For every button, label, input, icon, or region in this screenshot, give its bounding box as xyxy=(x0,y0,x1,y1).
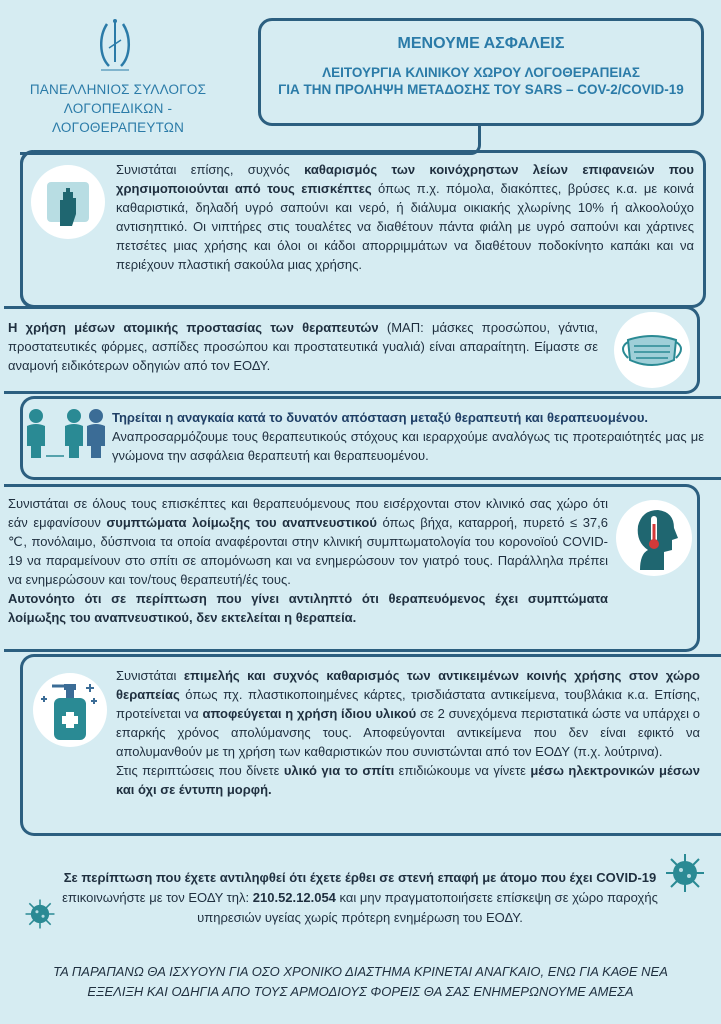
ppe-text-bold1: Η χρήση μέσων ατομικής προστασίας των θεραπευτών xyxy=(8,320,379,335)
cleaning-text-part2: όπως π.χ. πόμολα, διακόπτες, βρύσες κ.α. με κοινά καθαριστικά, δηλαδή υγρό σαπούνι και νερό, ή διάλυμα οικιακής χλωρίνης 10% ή αλκοολούχο αντισηπτικό. Οι νιπτήρες στις τουαλέτες να διαθέτουν πάντα φιάλη με υγρό σαπούνι και χάρτινες πετσέτες μιας χρήσης και όλοι οι κάδοι απορριμμάτων να διαθέτουν ποδοκίνητο καπάκι και να περιέχουν πλαστική σακούλα μιας χρήσης. xyxy=(116,181,694,272)
virus-icon xyxy=(24,898,56,930)
distance-text-bold1: Τηρείται η αναγκαία κατά το δυνατόν απόσταση μεταξύ θεραπευτή και θεραπευομένου. xyxy=(112,410,649,425)
header-title-box xyxy=(258,18,704,126)
symptoms-text-part2: όπως βήχα, καταρροή, πυρετό ≤ 37,6 ℃, πονόλαιμο, δύσπνοια τα οποία αναφέρονται στην κλινική συμπτωματολογία του κορονοϊού COVID-19 να παραμείνουν στο σπίτι σε απομόνωση και να ενημερώσουν τον γιατρό τους. Παράλληλα πρέπει να ενημερώσουν και τον/τους θεραπευτή/ές τους. xyxy=(8,515,608,587)
section-symptoms-text xyxy=(8,494,608,627)
page-subtitle-2: ΓΙΑ ΤΗΝ ΠΡΟΛΗΨΗ ΜΕΤΑΔΟΣΗΣ ΤΟΥ SARS – COV-2/COVID-19 xyxy=(278,82,684,97)
contact-phone: 210.52.12.054 xyxy=(252,890,336,905)
objects-text-part5: επιδιώκουμε να γίνετε xyxy=(394,763,531,778)
objects-text-part4: Στις περιπτώσεις που δίνετε xyxy=(116,763,284,778)
page-subtitle-1: ΛΕΙΤΟΥΡΓΙΑ ΚΛΙΝΙΚΟΥ ΧΩΡΟΥ ΛΟΓΟΘΕΡΑΠΕΙΑΣ xyxy=(322,65,640,80)
fever-thermometer-icon xyxy=(614,498,694,578)
objects-text-bold3: υλικό για το σπίτι xyxy=(283,763,395,778)
footer-line2: ΕΞΕΛΙΞΗ ΚΑΙ ΟΔΗΓΙΑ ΑΠΟ ΤΟΥΣ ΑΡΜΟΔΙΟΥΣ ΦΟΡΕΙΣ ΘΑ ΣΑΣ ΕΝΗΜΕΡΩΝΟΥΜΕ ΑΜΕΣΑ xyxy=(87,984,634,999)
section-distance-text xyxy=(112,408,704,465)
section-cleaning-text xyxy=(116,160,694,274)
section-objects-text xyxy=(116,666,700,799)
cleaning-text-bold1: καθαρισμός των κοινόχρηστων λείων επιφανειών που χρησιμοποιούνται από τους επισκέπτες xyxy=(116,162,694,196)
contact-text-bold1: Σε περίπτωση που έχετε αντιληφθεί ότι έχετε έρθει σε στενή επαφή με άτομο που έχει COVID-19 xyxy=(63,870,657,885)
contact-text-part1: επικοινωνήστε με τον ΕΟΔΥ τηλ: xyxy=(62,890,253,905)
objects-text-bold2: αποφεύγεται η χρήση ίδιου υλικού xyxy=(202,706,417,721)
organization-logo-icon xyxy=(95,18,135,74)
symptoms-text-part1: Συνιστάται σε όλους τους επισκέπτες και θεραπευόμενους που εισέρχονται στον κλινικό σας χώρο ότι εάν εμφανίσουν xyxy=(8,496,608,530)
people-distance-icon xyxy=(24,404,108,460)
organization-name-line2: ΛΟΓΟΠΕΔΙΚΩΝ - ΛΟΓΟΘΕΡΑΠΕΥΤΩΝ xyxy=(51,101,185,135)
objects-text-part1: Συνιστάται xyxy=(116,668,184,683)
objects-text-bold4: μέσω ηλεκτρονικών μέσων και όχι σε έντυπη μορφή. xyxy=(116,763,700,797)
footer-note xyxy=(40,962,681,1002)
virus-icon xyxy=(664,852,706,894)
hand-sanitizer-icon xyxy=(32,672,108,748)
objects-text-part3: σε 2 συνεχόμενα περιστατικά ώστε να υπάρχει ο επαρκής χρόνος απολύμανσης τους. Αποφεύγονται αντικείμενα που δεν είναι εφικτό να απολυμανθούν με τη χρήση των καθαριστικών που συνιστώνται από τον ΕΟΔΥ (π.χ. λούτρινα). xyxy=(116,706,700,759)
cleaning-text-part1: Συνιστάται επίσης, συχνός xyxy=(116,162,305,177)
objects-text-part2: όπως πχ. πλαστικοποιημένες κάρτες, τρισδιάστατα αντικείμενα, τουβλάκια κ.α. Επίσης, προτείνεται να xyxy=(116,687,700,721)
hand-stop-icon xyxy=(30,164,106,240)
symptoms-text-bold1: συμπτώματα λοίμωξης του αναπνευστικού xyxy=(106,515,377,530)
distance-text-part1: Αναπροσαρμόζουμε τους θεραπευτικούς στόχους και ιεραρχούμε αναλόγως τις προτεραιότητές μας με γνώμονα την ασφάλεια θεραπευτή και θεραπευομένου. xyxy=(112,429,704,463)
contact-notice xyxy=(60,868,660,928)
organization-name-line1: ΠΑΝΕΛΛΗΝΙΟΣ ΣΥΛΛΟΓΟΣ xyxy=(29,82,207,97)
face-mask-icon xyxy=(612,310,692,390)
footer-line1: ΤΑ ΠΑΡΑΠΑΝΩ ΘΑ ΙΣΧΥΟΥΝ ΓΙΑ ΟΣΟ ΧΡΟΝΙΚΟ ΔΙΑΣΤΗΜΑ ΚΡΙΝΕΤΑΙ ΑΝΑΓΚΑΙΟ, ΕΝΩ ΓΙΑ ΚΑΘΕ ΝΕΑ xyxy=(53,964,668,979)
section-ppe-text xyxy=(8,318,598,375)
symptoms-text-bold2: Αυτονόητο ότι σε περίπτωση που γίνει αντιληπτό ότι θεραπευόμενος έχει συμπτώματα λοίμωξης του αναπνευστικού, δεν εκτελείται η θεραπεία. xyxy=(8,591,608,625)
contact-text-part2: και μην πραγματοποιήσετε επίσκεψη σε χώρο παροχής υπηρεσιών υγείας χωρίς πρότερη ενημέρωση του ΕΟΔΥ. xyxy=(197,890,658,925)
page-title: ΜΕΝΟΥΜΕ ΑΣΦΑΛΕΙΣ xyxy=(397,35,565,52)
ppe-text-part1: (ΜΑΠ: μάσκες προσώπου, γάντια, προστατευτικές φόρμες, ασπίδες προσώπου και προστατευτικά γυαλιά) είναι απαραίτητη. Είμαστε σε αναμονή ειδικότερων οδηγιών από τον ΕΟΔΥ. xyxy=(8,320,598,373)
objects-text-bold1: επιμελής και συχνός καθαρισμός των αντικειμένων κοινής χρήσης στον χώρο θεραπείας xyxy=(116,668,700,702)
